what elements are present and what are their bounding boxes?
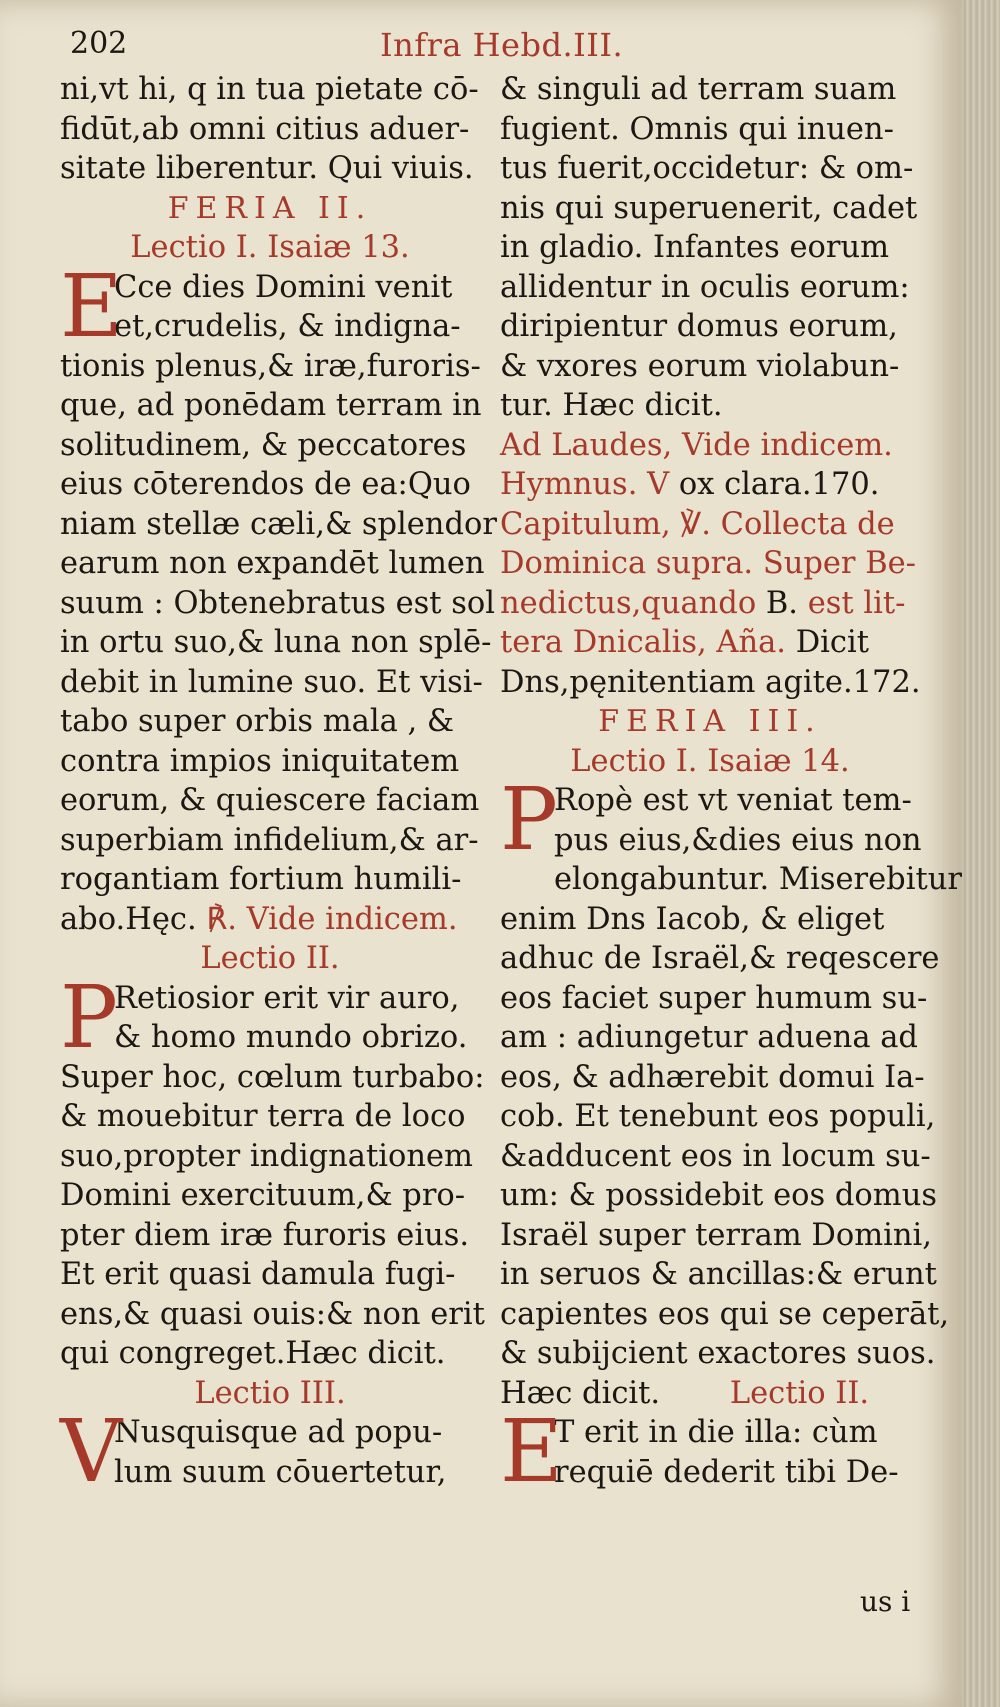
drop-cap-initial: P <box>60 967 118 1068</box>
text-line: cob. Et tenebunt eos populi, <box>500 1099 936 1134</box>
running-head: Infra Hebd.III. <box>380 26 624 64</box>
lectio-heading: Lectio II. <box>200 941 340 976</box>
rubric-text: nedictus,quando <box>500 585 757 621</box>
lectio-block <box>60 967 485 1374</box>
text-line: Israël super terram Domini, <box>500 1217 932 1253</box>
text-line: tionis plenus,& iræ,furoris- <box>60 348 481 384</box>
text-line: et,crudelis, & indigna- <box>114 309 461 344</box>
text-line: tabo super orbis mala , & <box>60 704 455 739</box>
text-line: eos faciet super humum su- <box>500 980 928 1016</box>
responsory-rubric: ℟. Vide indicem. <box>206 901 458 937</box>
text-line: Et erit quasi damula fugi- <box>60 1257 456 1292</box>
text-line: & subijcient exactores suos. <box>500 1336 936 1371</box>
text-line: in gladio. Infantes eorum <box>500 230 890 265</box>
text-line: T erit in die illa: cùm <box>554 1415 878 1450</box>
text-line: fidūt,ab omni citius aduer- <box>60 111 470 147</box>
rubric-text: est lit- <box>807 585 906 621</box>
text-line: solitudinem, & peccatores <box>60 427 467 463</box>
lectio-heading: Lectio I. Isaiæ 14. <box>570 743 850 779</box>
text-line: allidentur in oculis eorum: <box>500 269 910 305</box>
feria-heading: FERIA II. <box>167 190 373 226</box>
text-line: Cce dies Domini venit <box>114 269 453 305</box>
text-line: requiē dederit tibi De- <box>554 1454 899 1490</box>
text-line: Nusquisque ad popu- <box>114 1415 443 1450</box>
text-line: Ropè est vt veniat tem- <box>554 783 912 818</box>
lectio-block <box>60 1402 480 1502</box>
dominical-letter: B. <box>765 585 798 621</box>
text-line: adhuc de Israël,& reqescere <box>500 941 940 976</box>
rubric-line <box>500 623 920 663</box>
lectio-block <box>500 1402 920 1502</box>
text-line: niam stellæ cæli,& splendor <box>60 506 497 542</box>
lectio-heading: Lectio III. <box>194 1375 346 1411</box>
right-column <box>500 70 962 1502</box>
text-line: & homo mundo obrizo. <box>114 1020 468 1055</box>
text-line: &adducent eos in locum su- <box>500 1138 931 1174</box>
rubric-line <box>500 584 920 624</box>
text-line: superbiam infidelium,& ar- <box>60 822 479 858</box>
left-column <box>60 70 497 1502</box>
text-line: contra impios iniquitatem <box>60 743 460 779</box>
drop-cap-initial: V <box>60 1402 123 1502</box>
text-line: ens,& quasi ouis:& non erit <box>60 1296 485 1332</box>
rubric-line: Ad Laudes, Vide indicem. <box>500 427 893 463</box>
text-line: am : adiungetur aduena ad <box>500 1020 918 1055</box>
text-line: ni,vt hi, q in tua pietate cō- <box>60 72 479 107</box>
text-line: eorum, & quiescere faciam <box>60 783 480 818</box>
lectio-end-text: Hæc dicit. <box>500 1375 661 1411</box>
text-line: diripientur domus eorum, <box>500 309 898 344</box>
text-line: sitate liberentur. Qui viuis. <box>60 151 474 186</box>
text-line: eos, & adhærebit domui Ia- <box>500 1059 925 1095</box>
drop-cap-initial: E <box>60 256 123 357</box>
text-line: suum : Obtenebratus est sol <box>60 585 496 621</box>
text-line: Dns,pęnitentiam agite.172. <box>500 664 921 700</box>
text-line: Super hoc, cœlum turbabo: <box>60 1059 485 1095</box>
text-line: enim Dns Iacob, & eliget <box>500 901 885 937</box>
text-line: & mouebitur terra de loco <box>60 1099 466 1134</box>
text-line: nis qui superuenerit, cadet <box>500 190 918 226</box>
text-line: in seruos & ancillas:& erunt <box>500 1257 937 1292</box>
text-line: que, ad ponēdam terram in <box>60 388 482 423</box>
page-edge <box>962 0 1000 1707</box>
catchword: us i <box>860 1585 911 1618</box>
text-line: eius cōterendos de ea:Quo <box>60 467 471 502</box>
text-line: Domini exercituum,& pro- <box>60 1178 466 1213</box>
text-line: lum suum cōuertetur, <box>114 1454 447 1490</box>
rubric-text: Hymnus. V <box>500 467 670 502</box>
drop-cap-initial: P <box>500 770 558 870</box>
lectio-heading: Lectio I. Isaiæ 13. <box>130 230 410 265</box>
antiphon-text: Dicit <box>795 625 869 660</box>
text-line: suo,propter indignationem <box>60 1138 473 1174</box>
text-line: earum non expandēt lumen <box>60 546 485 581</box>
text-line: in ortu suo,& luna non splē- <box>60 625 492 660</box>
rubric-text: tera Dnicalis, Aña. <box>500 625 786 660</box>
text-line: elongabuntur. Miserebitur <box>554 862 962 897</box>
text-line: & vxores eorum violabun- <box>500 348 900 384</box>
text-line: qui congreget.Hæc dicit. <box>60 1336 446 1371</box>
rubric-line: Dominica supra. Super Be- <box>500 546 916 581</box>
text-line: tur. Hæc dicit. <box>500 388 723 423</box>
page-header <box>60 26 940 70</box>
lectio-block <box>500 770 962 1413</box>
drop-cap-initial: E <box>500 1402 563 1502</box>
text-line: capientes eos qui se ceperāt, <box>500 1296 950 1332</box>
text-line: debit in lumine suo. Et visi- <box>60 664 483 700</box>
page-number: 202 <box>70 26 128 61</box>
rubric-line <box>500 465 920 505</box>
lectio-end-text: abo.Hęc. <box>60 901 197 937</box>
text-line: fugient. Omnis qui inuen- <box>500 111 894 147</box>
feria-heading: FERIA III. <box>598 704 822 739</box>
text-line: pter diem iræ furoris eius. <box>60 1217 470 1253</box>
text-line: tus fuerit,occidetur: & om- <box>500 151 914 186</box>
text-line <box>60 900 480 940</box>
text-line <box>500 1374 920 1414</box>
text-line: um: & possidebit eos domus <box>500 1178 937 1213</box>
text-line: Retiosior erit vir auro, <box>114 980 460 1016</box>
text-line: rogantiam fortium humili- <box>60 862 462 897</box>
rubric-line: Capitulum, ℣. Collecta de <box>500 506 895 542</box>
text-line: & singuli ad terram suam <box>500 72 897 107</box>
text-line: pus eius,&dies eius non <box>554 822 922 858</box>
lectio-heading: Lectio II. <box>729 1375 870 1411</box>
incipit-text: ox clara.170. <box>678 467 880 502</box>
lectio-block <box>60 256 497 940</box>
